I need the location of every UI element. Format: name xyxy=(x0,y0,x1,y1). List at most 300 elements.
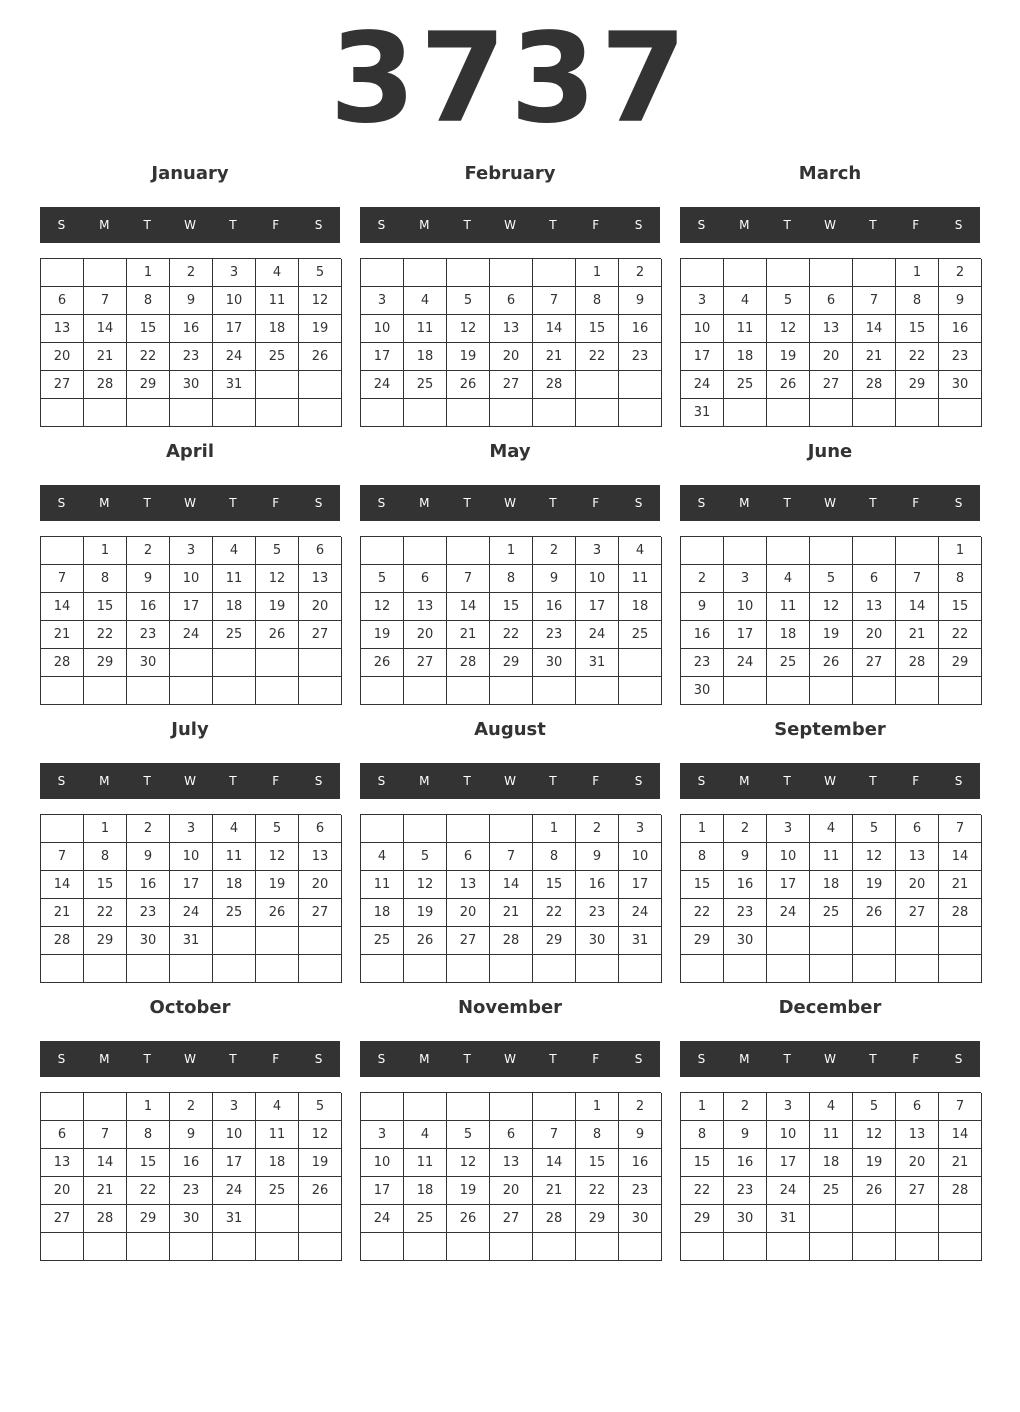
day-cell: 6 xyxy=(896,815,939,843)
day-cell: 8 xyxy=(127,1121,170,1149)
day-cell: 21 xyxy=(533,343,576,371)
day-cell: 26 xyxy=(447,371,490,399)
weekday-header xyxy=(360,485,660,521)
day-cell: 3 xyxy=(767,815,810,843)
weekday-label: M xyxy=(419,218,430,232)
day-cell xyxy=(810,399,853,427)
day-cell: 2 xyxy=(170,259,213,287)
day-cell: 1 xyxy=(84,537,127,565)
day-cell: 14 xyxy=(84,1149,127,1177)
day-cell xyxy=(299,955,342,983)
weekday-label: S xyxy=(634,1052,643,1066)
day-cell: 16 xyxy=(939,315,982,343)
day-cell: 9 xyxy=(170,1121,213,1149)
day-cell: 21 xyxy=(939,871,982,899)
weekday-label: S xyxy=(57,496,66,510)
day-cell xyxy=(170,649,213,677)
day-cell: 22 xyxy=(490,621,533,649)
day-cell: 15 xyxy=(681,1149,724,1177)
day-cell: 30 xyxy=(724,927,767,955)
weekday-label: T xyxy=(229,496,237,510)
day-cell: 8 xyxy=(576,287,619,315)
day-cell xyxy=(939,927,982,955)
weekday-label: S xyxy=(314,774,323,788)
day-cell xyxy=(41,1233,84,1261)
day-cell: 16 xyxy=(170,1149,213,1177)
day-cell xyxy=(256,1205,299,1233)
day-cell: 10 xyxy=(724,593,767,621)
day-cell: 15 xyxy=(490,593,533,621)
day-cell: 10 xyxy=(361,1149,404,1177)
weekday-label: M xyxy=(739,496,750,510)
day-cell: 3 xyxy=(213,1093,256,1121)
day-cell: 24 xyxy=(170,899,213,927)
weekday-label: W xyxy=(824,774,836,788)
day-cell: 10 xyxy=(361,315,404,343)
day-cell: 12 xyxy=(299,287,342,315)
day-cell: 12 xyxy=(404,871,447,899)
day-cell: 27 xyxy=(447,927,490,955)
day-cell: 2 xyxy=(724,1093,767,1121)
day-cell: 20 xyxy=(41,343,84,371)
day-cell xyxy=(41,677,84,705)
day-cell: 22 xyxy=(576,1177,619,1205)
day-cell: 26 xyxy=(299,1177,342,1205)
day-cell xyxy=(619,649,662,677)
day-grid xyxy=(40,1092,341,1261)
day-cell: 24 xyxy=(767,899,810,927)
day-cell xyxy=(447,259,490,287)
day-cell: 6 xyxy=(404,565,447,593)
day-cell: 14 xyxy=(533,315,576,343)
day-cell: 24 xyxy=(767,1177,810,1205)
day-cell: 29 xyxy=(576,1205,619,1233)
day-cell: 17 xyxy=(213,1149,256,1177)
day-cell xyxy=(490,259,533,287)
day-cell: 27 xyxy=(404,649,447,677)
day-cell: 18 xyxy=(361,899,404,927)
day-cell xyxy=(681,1233,724,1261)
day-cell: 12 xyxy=(767,315,810,343)
day-cell: 19 xyxy=(404,899,447,927)
day-cell: 10 xyxy=(767,1121,810,1149)
day-cell: 20 xyxy=(490,1177,533,1205)
day-cell xyxy=(810,1233,853,1261)
day-cell: 15 xyxy=(576,1149,619,1177)
weekday-label: T xyxy=(463,496,471,510)
weekday-label: S xyxy=(314,496,323,510)
day-cell: 29 xyxy=(681,1205,724,1233)
day-cell: 11 xyxy=(404,1149,447,1177)
day-cell xyxy=(681,259,724,287)
month-name: May xyxy=(489,441,531,462)
day-cell: 6 xyxy=(447,843,490,871)
day-cell xyxy=(256,955,299,983)
day-cell: 29 xyxy=(939,649,982,677)
day-cell: 17 xyxy=(170,593,213,621)
weekday-label: F xyxy=(592,774,600,788)
day-cell xyxy=(404,955,447,983)
day-cell: 21 xyxy=(84,343,127,371)
month-october xyxy=(40,994,340,1264)
day-cell: 8 xyxy=(84,843,127,871)
day-cell: 16 xyxy=(724,1149,767,1177)
day-cell: 13 xyxy=(299,565,342,593)
day-cell xyxy=(490,955,533,983)
day-cell: 7 xyxy=(533,1121,576,1149)
day-cell xyxy=(127,399,170,427)
day-cell: 9 xyxy=(127,843,170,871)
day-cell: 14 xyxy=(853,315,896,343)
weekday-label: S xyxy=(697,1052,706,1066)
day-cell: 11 xyxy=(256,287,299,315)
day-cell: 1 xyxy=(576,1093,619,1121)
day-cell xyxy=(41,1093,84,1121)
day-cell: 9 xyxy=(576,843,619,871)
day-cell xyxy=(767,927,810,955)
day-cell: 19 xyxy=(256,871,299,899)
day-cell: 12 xyxy=(810,593,853,621)
day-cell: 3 xyxy=(724,565,767,593)
day-cell: 9 xyxy=(127,565,170,593)
day-cell xyxy=(853,955,896,983)
day-cell xyxy=(361,1233,404,1261)
day-cell xyxy=(447,399,490,427)
day-cell: 17 xyxy=(724,621,767,649)
day-cell: 4 xyxy=(810,1093,853,1121)
day-cell xyxy=(170,955,213,983)
day-cell: 15 xyxy=(127,1149,170,1177)
day-cell: 8 xyxy=(896,287,939,315)
day-cell: 28 xyxy=(84,371,127,399)
day-cell: 22 xyxy=(681,1177,724,1205)
day-cell xyxy=(767,259,810,287)
day-cell: 2 xyxy=(939,259,982,287)
month-name: February xyxy=(464,163,556,184)
day-cell: 9 xyxy=(681,593,724,621)
day-cell: 27 xyxy=(41,1205,84,1233)
day-cell xyxy=(490,1093,533,1121)
weekday-label: S xyxy=(314,1052,323,1066)
month-name: November xyxy=(457,997,563,1018)
day-cell: 21 xyxy=(41,899,84,927)
day-cell xyxy=(576,677,619,705)
month-name: July xyxy=(171,719,209,740)
weekday-label: F xyxy=(592,218,600,232)
month-june xyxy=(680,438,980,708)
day-cell: 19 xyxy=(767,343,810,371)
weekday-header xyxy=(360,1041,660,1077)
day-cell xyxy=(41,537,84,565)
day-cell: 16 xyxy=(127,871,170,899)
weekday-label: F xyxy=(272,496,280,510)
day-cell: 6 xyxy=(853,565,896,593)
day-cell xyxy=(447,815,490,843)
day-cell xyxy=(213,955,256,983)
day-cell xyxy=(853,927,896,955)
weekday-label: M xyxy=(99,1052,110,1066)
month-name: March xyxy=(798,163,862,184)
weekday-label: T xyxy=(229,774,237,788)
day-cell: 19 xyxy=(853,871,896,899)
day-cell: 11 xyxy=(810,843,853,871)
day-cell: 2 xyxy=(619,259,662,287)
day-cell: 26 xyxy=(404,927,447,955)
day-cell: 23 xyxy=(170,1177,213,1205)
day-cell: 7 xyxy=(533,287,576,315)
day-grid xyxy=(680,814,981,983)
day-cell: 19 xyxy=(299,1149,342,1177)
day-cell: 4 xyxy=(256,259,299,287)
day-cell xyxy=(361,399,404,427)
weekday-label: M xyxy=(99,774,110,788)
day-cell: 7 xyxy=(41,565,84,593)
day-cell: 15 xyxy=(939,593,982,621)
day-cell xyxy=(896,399,939,427)
day-cell xyxy=(447,955,490,983)
day-cell: 26 xyxy=(447,1205,490,1233)
weekday-label: S xyxy=(57,1052,66,1066)
day-grid xyxy=(680,1092,981,1261)
day-cell: 7 xyxy=(84,287,127,315)
day-cell: 27 xyxy=(810,371,853,399)
day-cell xyxy=(84,955,127,983)
day-cell: 6 xyxy=(896,1093,939,1121)
day-cell xyxy=(256,649,299,677)
day-cell: 30 xyxy=(533,649,576,677)
weekday-label: S xyxy=(954,774,963,788)
day-cell xyxy=(361,815,404,843)
day-cell: 26 xyxy=(767,371,810,399)
day-cell xyxy=(361,677,404,705)
day-cell xyxy=(41,955,84,983)
day-cell xyxy=(810,1205,853,1233)
weekday-header xyxy=(40,485,340,521)
day-cell: 20 xyxy=(896,871,939,899)
day-cell: 11 xyxy=(256,1121,299,1149)
day-cell xyxy=(533,677,576,705)
weekday-label: T xyxy=(549,774,557,788)
day-cell xyxy=(361,537,404,565)
day-cell xyxy=(404,537,447,565)
day-cell: 21 xyxy=(853,343,896,371)
day-cell: 23 xyxy=(619,343,662,371)
day-cell xyxy=(939,1233,982,1261)
day-cell xyxy=(939,677,982,705)
weekday-label: F xyxy=(912,496,920,510)
day-cell xyxy=(84,1233,127,1261)
day-cell: 16 xyxy=(576,871,619,899)
weekday-label: W xyxy=(504,496,516,510)
day-cell: 11 xyxy=(810,1121,853,1149)
day-cell: 23 xyxy=(127,621,170,649)
day-cell: 30 xyxy=(681,677,724,705)
day-cell xyxy=(767,537,810,565)
day-cell: 27 xyxy=(299,899,342,927)
day-cell: 31 xyxy=(576,649,619,677)
day-cell: 24 xyxy=(361,1205,404,1233)
day-cell: 13 xyxy=(490,315,533,343)
weekday-label: S xyxy=(697,218,706,232)
day-cell: 17 xyxy=(576,593,619,621)
day-cell: 5 xyxy=(299,259,342,287)
weekday-label: W xyxy=(184,218,196,232)
day-cell: 23 xyxy=(576,899,619,927)
day-cell: 16 xyxy=(533,593,576,621)
day-cell: 14 xyxy=(939,843,982,871)
day-cell: 8 xyxy=(490,565,533,593)
day-cell xyxy=(724,399,767,427)
weekday-label: T xyxy=(549,1052,557,1066)
day-cell xyxy=(810,927,853,955)
day-cell: 28 xyxy=(447,649,490,677)
day-cell: 14 xyxy=(896,593,939,621)
day-cell: 20 xyxy=(853,621,896,649)
day-cell: 24 xyxy=(619,899,662,927)
day-cell: 5 xyxy=(404,843,447,871)
weekday-header xyxy=(360,763,660,799)
weekday-label: T xyxy=(869,1052,877,1066)
day-cell xyxy=(533,1093,576,1121)
day-cell xyxy=(170,677,213,705)
weekday-label: M xyxy=(739,774,750,788)
day-cell: 1 xyxy=(127,1093,170,1121)
day-cell: 15 xyxy=(84,593,127,621)
weekday-label: T xyxy=(549,218,557,232)
day-cell: 18 xyxy=(256,315,299,343)
day-cell: 5 xyxy=(361,565,404,593)
month-january xyxy=(40,160,340,430)
day-cell: 3 xyxy=(170,537,213,565)
day-cell: 23 xyxy=(939,343,982,371)
day-cell: 9 xyxy=(724,843,767,871)
weekday-label: S xyxy=(377,1052,386,1066)
day-cell xyxy=(810,677,853,705)
day-cell: 4 xyxy=(213,815,256,843)
day-cell: 28 xyxy=(41,649,84,677)
day-cell: 7 xyxy=(447,565,490,593)
day-grid xyxy=(360,1092,661,1261)
day-cell: 10 xyxy=(213,1121,256,1149)
day-cell: 18 xyxy=(810,871,853,899)
day-cell xyxy=(767,677,810,705)
weekday-header xyxy=(680,763,980,799)
weekday-header xyxy=(40,1041,340,1077)
day-cell: 29 xyxy=(127,1205,170,1233)
day-cell xyxy=(213,927,256,955)
month-september xyxy=(680,716,980,986)
day-cell xyxy=(896,537,939,565)
weekday-label: M xyxy=(739,1052,750,1066)
day-cell: 5 xyxy=(810,565,853,593)
day-cell: 9 xyxy=(533,565,576,593)
day-cell xyxy=(939,1205,982,1233)
day-cell: 20 xyxy=(404,621,447,649)
day-cell xyxy=(84,399,127,427)
day-cell xyxy=(853,677,896,705)
day-cell: 7 xyxy=(84,1121,127,1149)
day-cell: 15 xyxy=(127,315,170,343)
day-cell: 17 xyxy=(767,871,810,899)
weekday-label: F xyxy=(592,1052,600,1066)
day-cell: 15 xyxy=(681,871,724,899)
day-cell: 8 xyxy=(939,565,982,593)
day-cell: 13 xyxy=(404,593,447,621)
day-cell: 8 xyxy=(681,1121,724,1149)
day-cell: 29 xyxy=(84,927,127,955)
day-cell xyxy=(767,1233,810,1261)
day-cell: 28 xyxy=(533,371,576,399)
weekday-label: W xyxy=(184,1052,196,1066)
weekday-header xyxy=(680,1041,980,1077)
day-cell: 25 xyxy=(361,927,404,955)
day-cell xyxy=(853,1233,896,1261)
day-cell: 23 xyxy=(127,899,170,927)
day-cell xyxy=(576,1233,619,1261)
day-cell: 22 xyxy=(84,899,127,927)
day-cell: 23 xyxy=(619,1177,662,1205)
day-cell: 5 xyxy=(853,1093,896,1121)
day-grid xyxy=(680,536,981,705)
weekday-header xyxy=(680,485,980,521)
day-cell: 14 xyxy=(84,315,127,343)
month-name: June xyxy=(807,441,853,462)
day-cell xyxy=(170,399,213,427)
day-cell: 3 xyxy=(213,259,256,287)
day-cell: 22 xyxy=(939,621,982,649)
day-cell xyxy=(299,649,342,677)
day-cell: 30 xyxy=(170,371,213,399)
weekday-label: S xyxy=(377,218,386,232)
weekday-label: T xyxy=(143,1052,151,1066)
day-cell xyxy=(619,955,662,983)
day-cell: 9 xyxy=(170,287,213,315)
day-cell: 25 xyxy=(619,621,662,649)
day-cell: 27 xyxy=(41,371,84,399)
day-cell: 26 xyxy=(299,343,342,371)
day-cell: 30 xyxy=(576,927,619,955)
weekday-label: T xyxy=(463,218,471,232)
day-cell: 18 xyxy=(213,871,256,899)
day-cell xyxy=(256,1233,299,1261)
day-cell: 16 xyxy=(681,621,724,649)
day-cell xyxy=(853,259,896,287)
month-march xyxy=(680,160,980,430)
day-cell: 4 xyxy=(810,815,853,843)
weekday-label: W xyxy=(504,774,516,788)
day-cell xyxy=(810,259,853,287)
day-cell xyxy=(84,677,127,705)
day-cell: 4 xyxy=(361,843,404,871)
day-cell xyxy=(256,371,299,399)
day-cell: 29 xyxy=(127,371,170,399)
day-cell: 27 xyxy=(896,899,939,927)
day-cell: 11 xyxy=(213,843,256,871)
weekday-label: S xyxy=(634,218,643,232)
day-cell: 17 xyxy=(681,343,724,371)
day-cell: 10 xyxy=(576,565,619,593)
weekday-header xyxy=(40,207,340,243)
day-cell: 13 xyxy=(447,871,490,899)
weekday-label: S xyxy=(57,218,66,232)
weekday-label: W xyxy=(504,1052,516,1066)
weekday-header xyxy=(680,207,980,243)
day-cell: 2 xyxy=(127,815,170,843)
day-cell: 6 xyxy=(41,1121,84,1149)
day-cell: 17 xyxy=(170,871,213,899)
day-cell: 4 xyxy=(404,287,447,315)
day-cell: 30 xyxy=(170,1205,213,1233)
